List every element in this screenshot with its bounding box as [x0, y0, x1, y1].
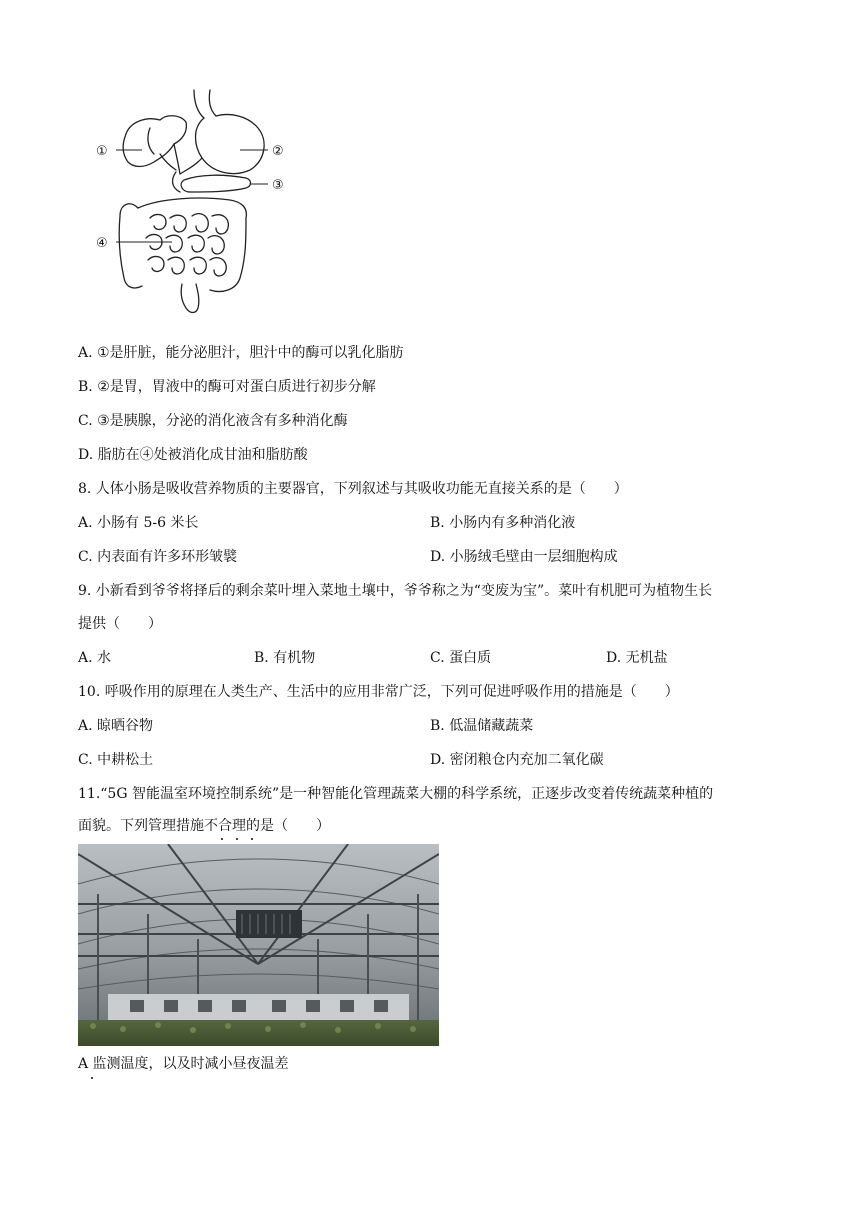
- q10-option-b[interactable]: B. 低温储藏蔬菜: [430, 718, 534, 734]
- q9-option-a[interactable]: A. 水: [78, 650, 112, 666]
- emphasis-dot: [236, 838, 238, 840]
- emphasis-dot: [91, 1077, 93, 1079]
- q8-option-b[interactable]: B. 小肠内有多种消化液: [430, 515, 576, 531]
- q9-stem-line1: 9. 小新看到爷爷将择后的剩余菜叶埋入菜地土壤中，爷爷称之为“变废为宝”。菜叶有机肥可为植物生长: [78, 583, 713, 599]
- q9-option-b[interactable]: B. 有机物: [254, 650, 316, 666]
- q7-option-b[interactable]: B. ②是胃，胃液中的酶可对蛋白质进行初步分解: [78, 379, 376, 395]
- q9-stem-line2: 提供（ ）: [78, 616, 162, 632]
- label-3: ③: [272, 178, 284, 193]
- q10-option-a[interactable]: A. 晾晒谷物: [78, 718, 154, 734]
- q10-option-d[interactable]: D. 密闭粮仓内充加二氧化碳: [430, 752, 604, 768]
- q11-stem-line2: 面貌。下列管理措施不合理的是（ ）: [78, 818, 330, 834]
- emphasis-dot: [251, 838, 253, 840]
- q8-option-d[interactable]: D. 小肠绒毛壁由一层细胞构成: [430, 549, 618, 565]
- q8-option-a[interactable]: A. 小肠有 5-6 米长: [78, 515, 199, 531]
- q9-option-c[interactable]: C. 蛋白质: [430, 650, 492, 666]
- q10-stem: 10. 呼吸作用的原理在人类生产、生活中的应用非常广泛，下列可促进呼吸作用的措施是（ ）: [78, 684, 679, 700]
- q10-option-c[interactable]: C. 中耕松土: [78, 752, 154, 768]
- q7-option-a[interactable]: A. ①是肝脏，能分泌胆汁，胆汁中的酶可以乳化脂肪: [78, 345, 404, 361]
- label-4: ④: [96, 236, 108, 251]
- q7-option-d[interactable]: D. 脂肪在④处被消化成甘油和脂肪酸: [78, 447, 308, 463]
- q9-option-d[interactable]: D. 无机盐: [606, 650, 668, 666]
- q11-option-a[interactable]: A 监测温度，以及时减小昼夜温差: [78, 1056, 289, 1072]
- q7-option-c[interactable]: C. ③是胰腺，分泌的消化液含有多种消化酶: [78, 413, 348, 429]
- digestive-system-diagram: [90, 88, 300, 320]
- label-1: ①: [96, 144, 108, 159]
- q8-option-c[interactable]: C. 内表面有许多环形皱襞: [78, 549, 238, 565]
- q8-stem: 8. 人体小肠是吸收营养物质的主要器官，下列叙述与其吸收功能无直接关系的是（ ）: [78, 481, 628, 497]
- label-2: ②: [272, 144, 284, 159]
- emphasis-dot: [221, 838, 223, 840]
- q11-stem-line1: 11.“5G 智能温室环境控制系统”是一种智能化管理蔬菜大棚的科学系统，正逐步改变着传统蔬菜种植的: [78, 786, 714, 802]
- greenhouse-photo: [78, 844, 439, 1046]
